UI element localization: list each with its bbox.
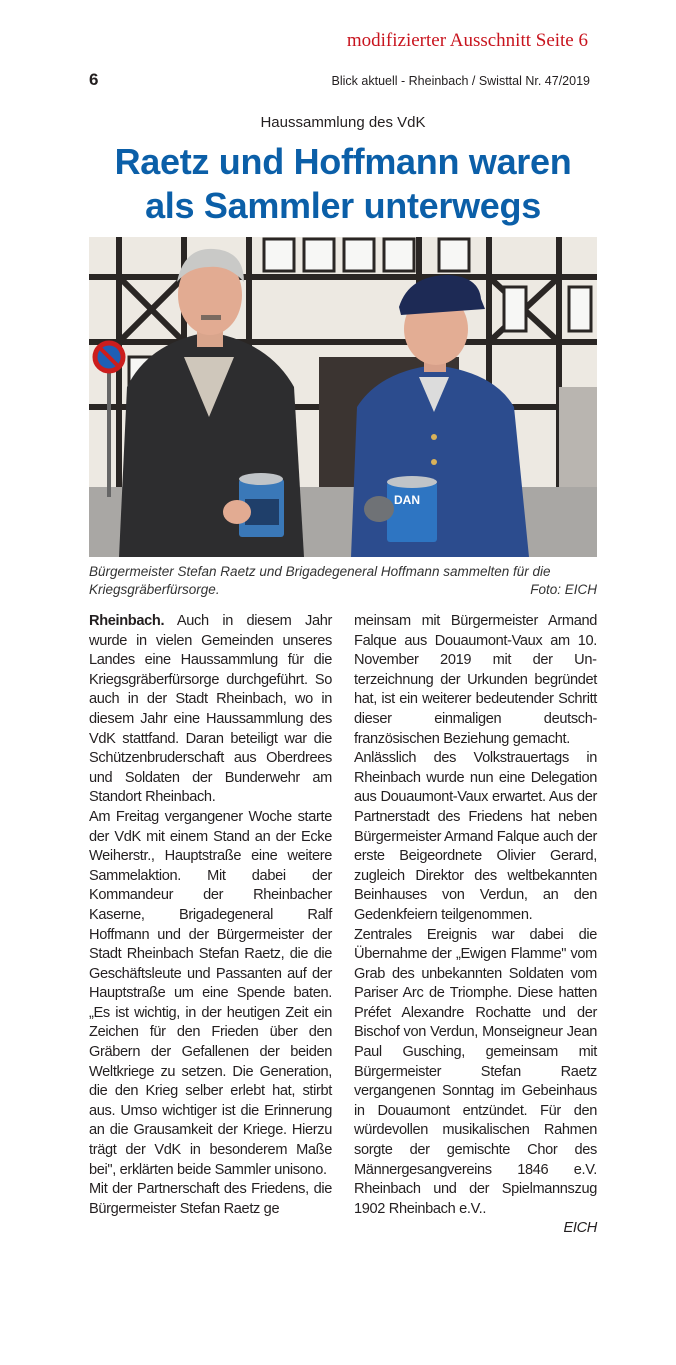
article-headline: Raetz und Hoffmann waren als Sammler unterwegs [114,141,572,226]
article-paragraph: meinsam mit Bürgermeister Armand Falque aus Douaumont-Vaux am 10. November 2019 mit der Unterzeichnung der Urkunden begründet hat, ist ein weiterer bedeutender Schritt dieser einmaligen deutsch-französischen Beziehung gemacht. [354,613,597,747]
article-paragraph: Am Freitag vergangener Woche starte der VdK mit einem Stand an der Ecke Weiherstr., Hauptstraße eine weitere Sammelaktion. Mit dabei der Kommandeur der Rheinbacher Kaserne, Brigadegeneral Ralf Hoffmann und der Bürgermeister der Stadt Rheinbach Stefan Raetz, die die Geschäftsleute und Passanten auf der Hauptstraße um eine Spende baten. „Es ist wichtig, in der heutigen Zeit ein Zeichen für den Frieden über den Gräbern der Gefallenen der beiden Weltkriege zu setzen. Die Generation, die den Krieg selber erlebt hat, stirbt aus. Umso wichtiger ist die Erinnerung an die Grausamkeit der Kriege. Hierzu trägt der VdK in besonderem Maße bei", erklärten beide Sammler unisono. [89,808,332,1178]
running-head: Blick aktuell - Rheinbach / Swisttal Nr. 47/2019 [331,74,590,88]
caption-text: Bürgermeister Stefan Raetz und Brigadegeneral Hoffmann sammelten für die Kriegsgräberfürsorge. [89,564,551,597]
article-author: EICH [563,1220,597,1237]
photo-caption [89,563,597,599]
modification-note: modifizierter Ausschnitt Seite 6 [346,30,588,51]
page-number: 6 [89,70,99,89]
article-kicker: Haussammlung des VdK [260,114,426,131]
article-paragraph: Mit der Partnerschaft des Friedens, die Bürgermeister Stefan Raetz ge [89,1181,332,1217]
article-paragraph: Anlässlich des Volkstrauertags in Rheinbach wurde nun eine Delegation aus Douaumont-Vaux erwartet. Aus der Partnerstadt des Friedens hat neben Bürgermeister Armand Falque auch der erste Beigeordnete Olivier Gerard, zugleich Direktor des weltbekannten Beinhauses von Verdun, an den Gedenkfeiern teilgenommen. [354,750,597,923]
article-lead: Rheinbach. [89,613,165,629]
photo-credit: Foto: EICH [530,582,597,597]
photo-illustration [89,237,597,557]
article-paragraph [89,612,332,808]
right-tin-label: DAN [394,493,420,507]
article-paragraph: Zentrales Ereignis war dabei die Übernahme der „Ewigen Flamme" vom Grab des unbekannten Soldaten vom Pariser Arc de Triomphe. Diese hatten Préfet Alexandre Rochatte und der Bischof von Verdun, Monseigneur Jean Paul Gusching, gemeinsam mit Bürgermeister Stefan Raetz vergangenen Sonntag im Gebeinhaus in Douaumont entzündet. Für den würdevollen musikalischen Rahmen sorgte der gemischte Chor des Männergesangvereins 1846 e.V. Rheinbach und der Spielmannszug 1902 Rheinbach e.V.. [354,926,597,1217]
article-column-1 [89,612,332,1219]
article-photo [89,237,597,557]
paragraph-text: Auch in diesem Jahr wurde in vielen Gemeinden unseres Landes eine Haussammlung für die Kriegsgräberfürsorge durchgeführt. So auch in der Stadt Rheinbach, wo in diesem Jahr eine Haussammlung des VdK stattfand. Daran beteiligt war die Schützenbruderschaft aus Oberdrees und Soldaten der Bunderwehr am Standort Rheinbach. [89,613,332,806]
article-column-2 [354,612,597,1239]
